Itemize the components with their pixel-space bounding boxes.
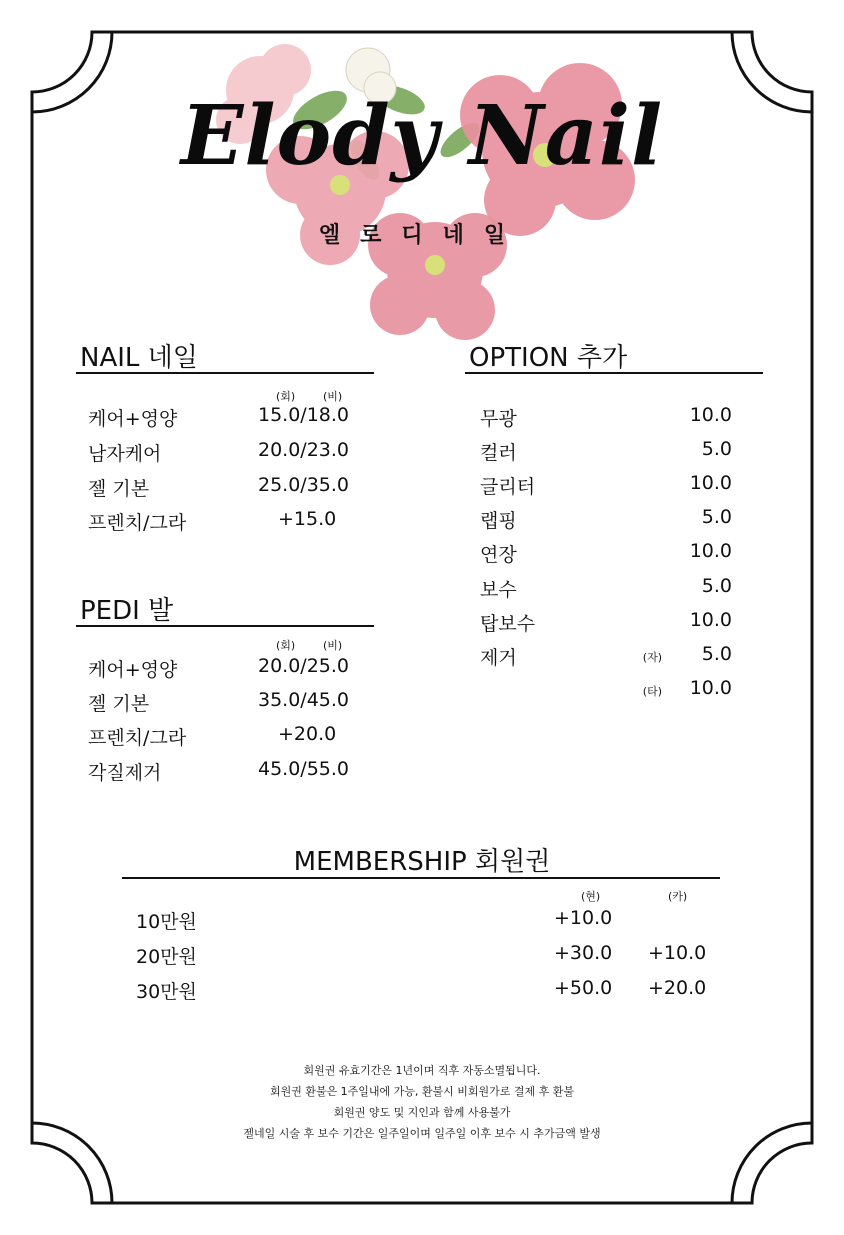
membership-amount: 20만원 bbox=[136, 946, 197, 968]
item-price: 10.0 bbox=[689, 608, 732, 631]
item-price: 5.0 bbox=[701, 438, 732, 461]
item-price: 10.0 bbox=[689, 540, 732, 563]
item-name: 연장 bbox=[480, 544, 517, 567]
item-name: 제거 bbox=[480, 646, 517, 669]
item-name: 보수 bbox=[480, 578, 517, 601]
item-price: 10.0 bbox=[689, 676, 732, 699]
membership-col-card: (카) bbox=[668, 890, 688, 903]
item-name: 글리터 bbox=[480, 476, 536, 499]
note-line: 회원권 환불은 1주일내에 가능, 환불시 비회원가로 결제 후 환불 bbox=[269, 1085, 575, 1098]
pedi-divider bbox=[76, 625, 374, 627]
option-divider bbox=[465, 372, 763, 374]
item-name: 프렌치/그라 bbox=[88, 727, 187, 749]
membership-cash-bonus: +10.0 bbox=[554, 907, 613, 929]
item-price: 35.0/45.0 bbox=[258, 689, 350, 711]
item-price: 20.0/23.0 bbox=[258, 439, 350, 461]
note-line: 젤네일 시술 후 보수 기간은 일주일이며 일주일 이후 보수 시 추가금액 발생 bbox=[243, 1127, 601, 1140]
item-price: 10.0 bbox=[689, 404, 732, 426]
pedi-heading: PEDI 발 bbox=[80, 596, 174, 626]
membership-divider bbox=[122, 877, 720, 879]
item-name: 젤 기본 bbox=[88, 693, 150, 715]
nail-col-nonmember: (비) bbox=[323, 390, 343, 403]
nail-heading: NAIL 네일 bbox=[80, 343, 198, 373]
pedi-col-nonmember: (비) bbox=[323, 639, 343, 652]
item-name: 케어+영양 bbox=[88, 659, 178, 681]
item-price: 25.0/35.0 bbox=[258, 474, 350, 496]
membership-amount: 30만원 bbox=[136, 981, 197, 1003]
item-price: 5.0 bbox=[701, 506, 732, 529]
item-name: 젤 기본 bbox=[88, 478, 150, 500]
item-price: 20.0/25.0 bbox=[258, 655, 350, 677]
pedi-col-member: (회) bbox=[276, 639, 296, 652]
item-tag: (타) bbox=[642, 684, 662, 698]
item-price: +20.0 bbox=[278, 723, 337, 745]
item-name: 탑보수 bbox=[480, 612, 536, 635]
item-price: 5.0 bbox=[701, 574, 732, 597]
item-price: 10.0 bbox=[689, 472, 732, 495]
item-name: 남자케어 bbox=[88, 443, 162, 465]
item-name: 랩핑 bbox=[480, 510, 517, 533]
item-name: 무광 bbox=[480, 408, 517, 430]
item-price: 15.0/18.0 bbox=[258, 404, 350, 426]
membership-card-bonus: +10.0 bbox=[648, 942, 707, 964]
item-price: +15.0 bbox=[278, 508, 337, 530]
item-name: 컬러 bbox=[480, 442, 517, 465]
note-line: 회원권 양도 및 지인과 함께 사용불가 bbox=[333, 1106, 511, 1119]
membership-col-cash: (현) bbox=[581, 890, 601, 903]
item-price: 5.0 bbox=[701, 642, 732, 665]
item-name: 프렌치/그라 bbox=[88, 512, 187, 534]
membership-amount: 10만원 bbox=[136, 911, 197, 933]
membership-heading: MEMBERSHIP 회원권 bbox=[293, 847, 551, 877]
item-name: 케어+영양 bbox=[88, 408, 178, 430]
nail-divider bbox=[76, 372, 374, 374]
membership-cash-bonus: +50.0 bbox=[554, 977, 613, 999]
item-tag: (자) bbox=[642, 650, 662, 664]
brand-subtitle: 엘로디네일 bbox=[318, 223, 526, 248]
note-line: 회원권 유효기간은 1년이며 직후 자동소멸됩니다. bbox=[303, 1064, 541, 1077]
option-heading: OPTION 추가 bbox=[469, 343, 628, 373]
membership-cash-bonus: +30.0 bbox=[554, 942, 613, 964]
item-name: 각질제거 bbox=[88, 762, 162, 784]
nail-col-member: (회) bbox=[276, 390, 296, 403]
membership-notes bbox=[0, 1060, 844, 1144]
membership-card-bonus: +20.0 bbox=[648, 977, 707, 999]
flower-decoration bbox=[200, 30, 660, 350]
item-price: 45.0/55.0 bbox=[258, 758, 350, 780]
brand-title: Elody Nail bbox=[180, 88, 664, 184]
